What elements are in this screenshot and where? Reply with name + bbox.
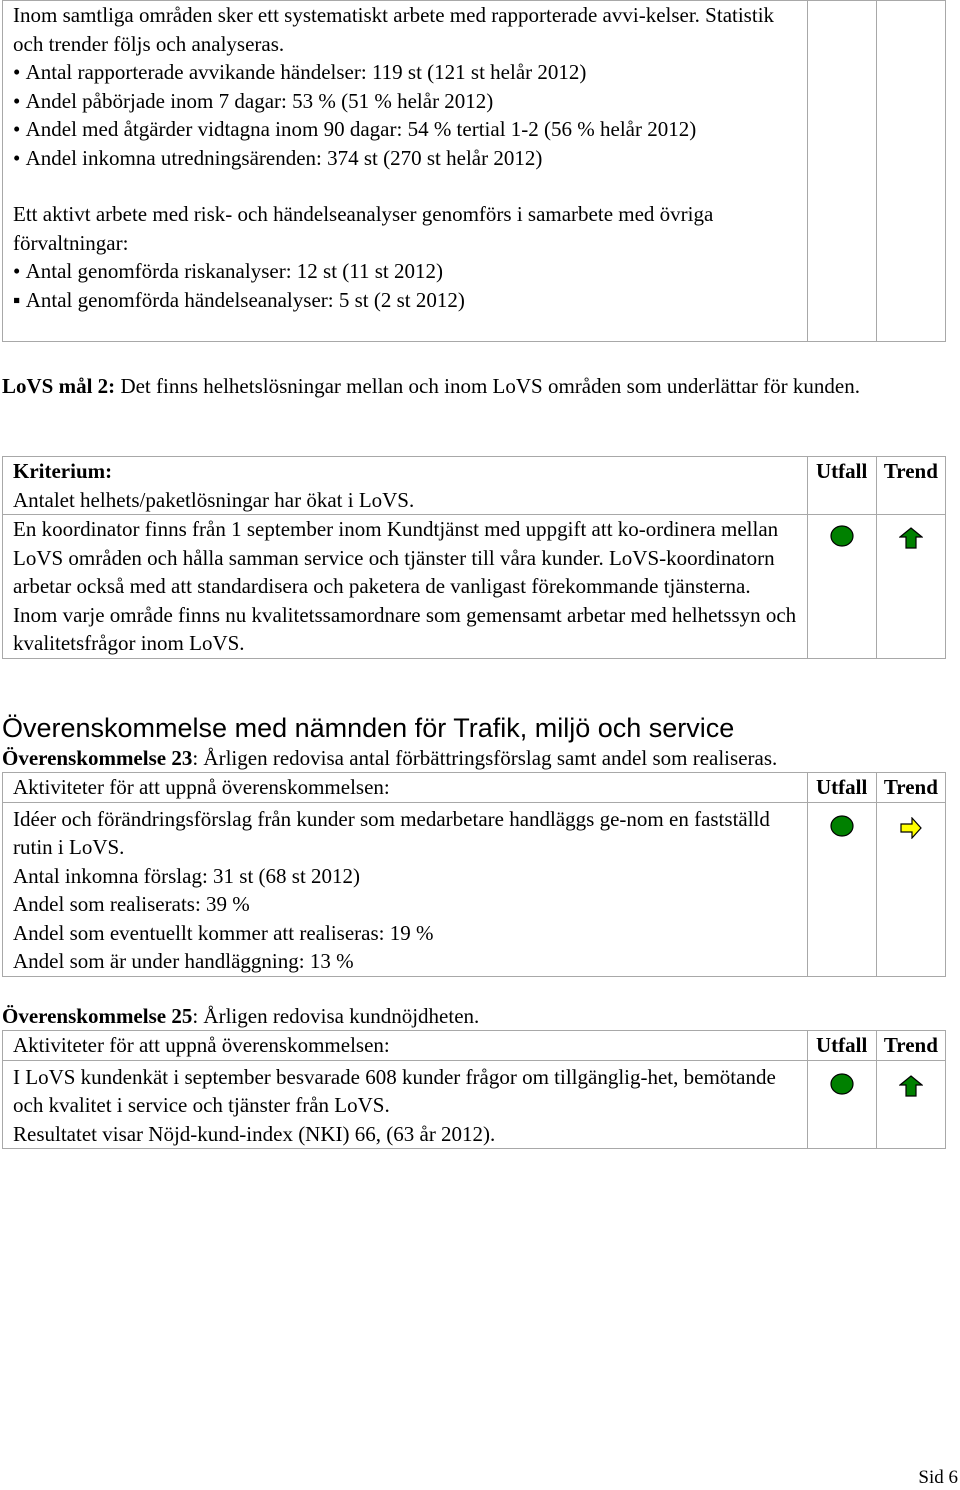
agreement-23-line-4: Andel som eventuellt kommer att realiseras: 19 % [13, 920, 434, 945]
outcome-header: Utfall [807, 1031, 876, 1061]
deviation-outcome-cell [807, 1, 876, 342]
event-analysis-bullet: ▪ Antal genomförda händelseanalyser: 5 st (2 st 2012) [13, 286, 797, 315]
outcome-header: Utfall [807, 457, 876, 515]
agreement-23-line-5: Andel som är under handläggning: 13 % [13, 949, 354, 973]
agreement-23-line-1: Idéer och förändringsförslag från kunder som medarbetare handläggs ge-nom en fastställd rutin i LoVS. [13, 806, 770, 859]
page-number: Sid 6 [918, 1467, 958, 1488]
criteria-trend-cell [876, 515, 945, 659]
criteria-body-2: Inom varje område finns nu kvalitetssamordnare som gemensamt arbetar med helhetssyn och kvalitetsfrågor inom LoVS. [13, 602, 797, 655]
risk-analysis-bullet: • Antal genomförda riskanalyser: 12 st (11 st 2012) [13, 257, 797, 286]
criterium-cell [3, 457, 808, 515]
arrow-right-icon [900, 817, 922, 839]
green-circle-icon [830, 1073, 854, 1095]
deviation-cell [3, 1, 808, 342]
analysis-intro: Ett aktivt arbete med risk- och händelseanalyser genomförs i samarbete med övriga förvaltningar: [13, 202, 714, 255]
criteria-body-1: En koordinator finns från 1 september inom Kundtjänst med uppgift att ko-ordinera mellan LoVS områden och hålla samman service och tjänster till våra kunder. LoVS-koordinatorn arbetar också med att standardisera och paketera de vanligast förekommande tjänsterna. [13, 517, 779, 598]
agreement-23-table [2, 772, 946, 977]
agreement-25-body-1: I LoVS kundenkät i september besvarade 608 kunder frågor om tillgänglig-het, bemötande och kvalitet i service och tjänster från LoVS. [13, 1064, 776, 1117]
deviation-table [2, 0, 946, 342]
deviation-bullet-3: • Andel med åtgärder vidtagna inom 90 dagar: 54 % tertial 1-2 (56 % helår 2012) [13, 115, 797, 144]
criteria-table [2, 456, 946, 659]
agreement-23-text: : Årligen redovisa antal förbättringsförslag samt andel som realiseras. [192, 746, 778, 770]
agreement-23-body [3, 802, 808, 976]
agreement-23-line-3: Andel som realiserats: 39 % [13, 892, 250, 916]
agreement-25-text: : Årligen redovisa kundnöjdheten. [192, 1004, 480, 1028]
agreement-25-outcome-cell [807, 1060, 876, 1149]
deviation-trend-cell [876, 1, 945, 342]
agreement-25-table [2, 1030, 946, 1149]
agreement-23-outcome-cell [807, 802, 876, 976]
outcome-header: Utfall [807, 773, 876, 803]
agreement-25-body [3, 1060, 808, 1149]
agreement-23-label: Överenskommelse 23 [2, 746, 193, 770]
arrow-up-icon [899, 527, 923, 549]
section-heading: Överenskommelse med nämnden för Trafik, miljö och service [2, 713, 735, 743]
agreement-23-trend-cell [876, 802, 945, 976]
arrow-up-icon [899, 1075, 923, 1097]
green-circle-icon [830, 815, 854, 837]
agreement-25-body-2: Resultatet visar Nöjd-kund-index (NKI) 66, (63 år 2012). [13, 1121, 496, 1146]
deviation-bullet-2: • Andel påbörjade inom 7 dagar: 53 % (51 % helår 2012) [13, 87, 797, 116]
deviation-intro: Inom samtliga områden sker ett systematiskt arbete med rapporterade avvi-kelser. Statistik och trender följs och analyseras. [13, 3, 775, 56]
deviation-bullet-4: • Andel inkomna utredningsärenden: 374 st (270 st helår 2012) [13, 144, 797, 173]
criteria-outcome-cell [807, 515, 876, 659]
agreement-23 [2, 744, 942, 773]
activities-label: Aktiviteter för att uppnå överenskommelsen: [3, 773, 808, 803]
goal-2-text: Det finns helhetslösningar mellan och inom LoVS områden som underlättar för kunden. [115, 374, 860, 398]
agreement-25-trend-cell [876, 1060, 945, 1149]
goal-2 [2, 372, 942, 401]
deviation-bullet-1: • Antal rapporterade avvikande händelser: 119 st (121 st helår 2012) [13, 58, 797, 87]
agreement-23-line-2: Antal inkomna förslag: 31 st (68 st 2012) [13, 863, 361, 888]
criterium-text: Antalet helhets/paketlösningar har ökat i LoVS. [13, 487, 415, 512]
goal-2-label: LoVS mål 2: [2, 374, 116, 398]
trend-header: Trend [876, 773, 945, 803]
trend-header: Trend [876, 457, 945, 515]
criterium-label: Kriterium: [13, 459, 113, 483]
agreement-25 [2, 1002, 942, 1031]
activities-label: Aktiviteter för att uppnå överenskommelsen: [3, 1031, 808, 1061]
agreement-25-label: Överenskommelse 25 [2, 1004, 193, 1028]
trend-header: Trend [876, 1031, 945, 1061]
green-circle-icon [830, 525, 854, 547]
criteria-body-cell [3, 515, 808, 659]
